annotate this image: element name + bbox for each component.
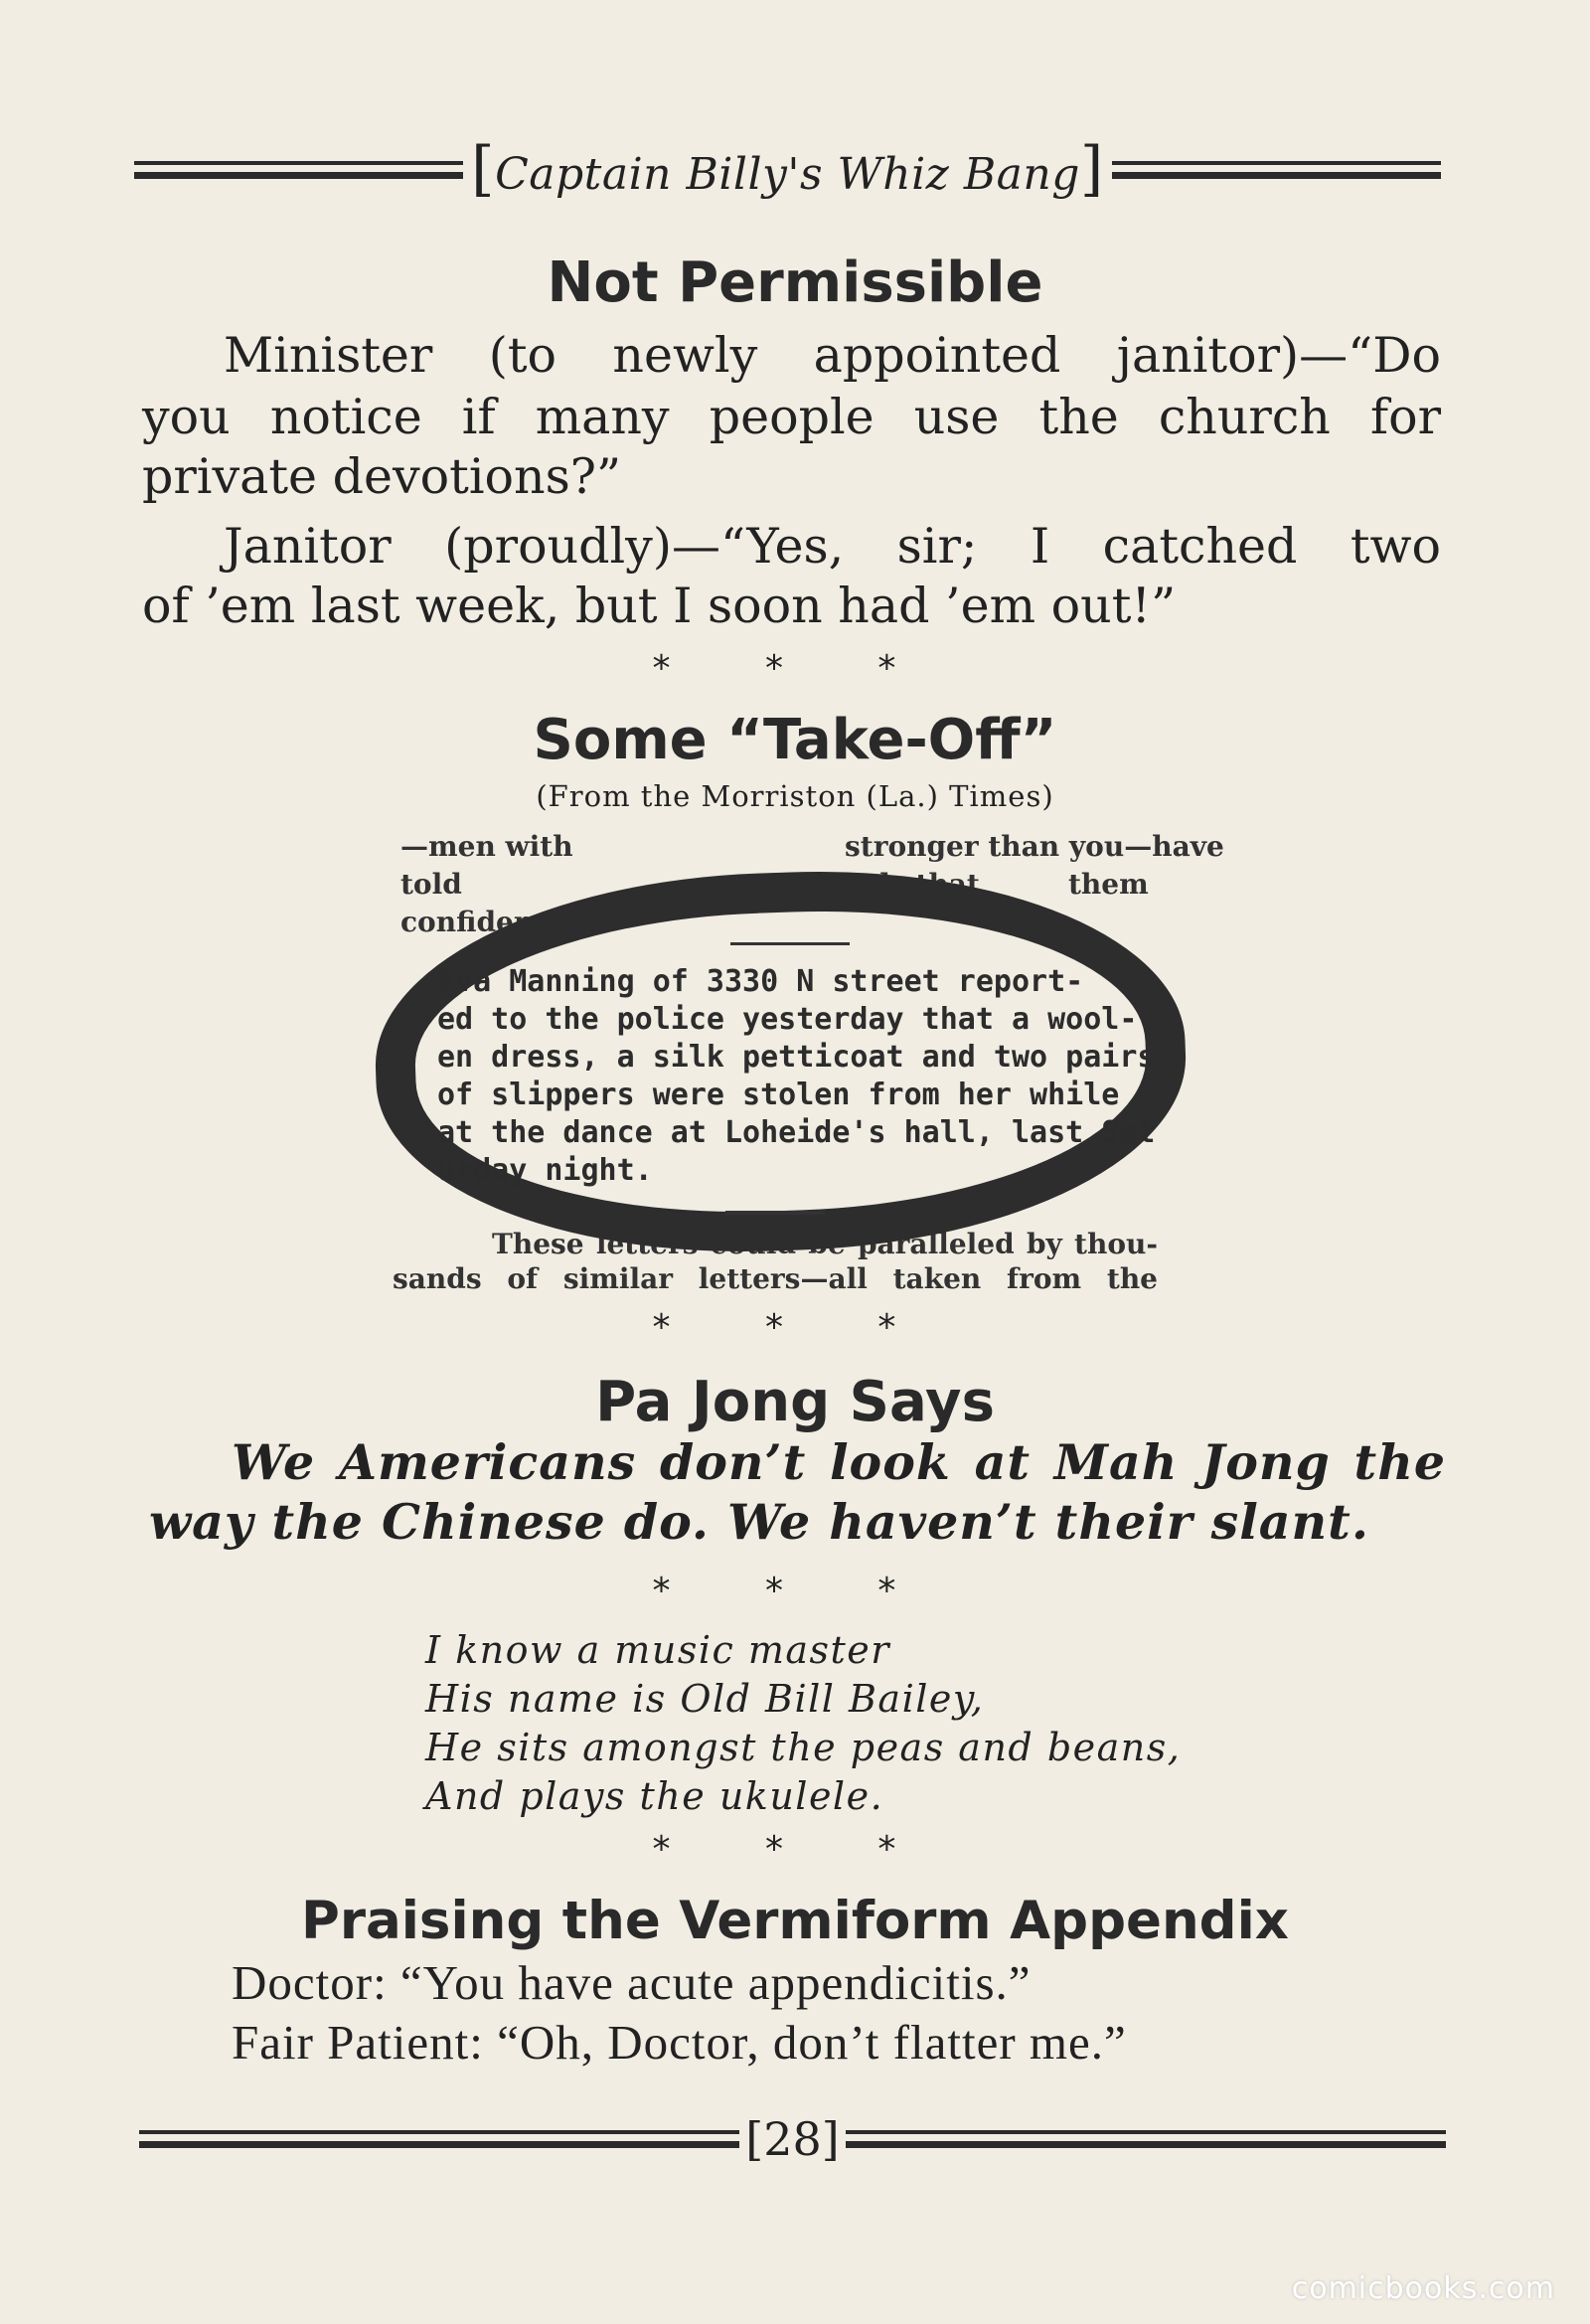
pa-jong-line-2: way the Chinese do. We haven’t their slant. (149, 1493, 1369, 1551)
clip-bottom-line-2: sands of similar letters—all taken from the (393, 1262, 1158, 1295)
magazine-title-text: Captain Billy's Whiz Bang (495, 149, 1080, 200)
minister-line-3: private devotions?” (142, 448, 622, 505)
page-footer (139, 2112, 1446, 2166)
poem-line-2: His name is Old Bill Bailey, (425, 1677, 985, 1721)
poem-line-3: He sits amongst the peas and beans, (425, 1726, 1182, 1769)
heading-not-permissible: Not Permissible (547, 250, 1043, 315)
clip-bottom-line-1: These letters could be paralleled by thou- (492, 1228, 1158, 1260)
header-bracket-open: [ (471, 134, 496, 204)
separator-3: * * * (652, 1571, 938, 1611)
minister-line-1: Minister (to newly appointed janitor)—“Do (224, 327, 1441, 384)
clip-rule-top (730, 942, 850, 945)
poem-line-4: And plays the ukulele. (425, 1774, 884, 1818)
clip-top-fragment-6: confidence. (400, 906, 578, 938)
clip-story-line-6: urday night. (437, 1153, 653, 1188)
header-rule-left (134, 159, 463, 181)
minister-line-2: you notice if many people use the church for (142, 389, 1441, 445)
page-number: [28] (745, 2112, 840, 2166)
footer-rule-left (139, 2128, 739, 2150)
janitor-line-2: of ’em last week, but I soon had ’em out!” (142, 578, 1177, 634)
clip-top-fragment-2: stronger than you—have (845, 830, 1224, 863)
page-header (134, 134, 1441, 204)
footer-rule-right (846, 2128, 1446, 2150)
doctor-line: Doctor: “You have acute appendicitis.” (232, 1955, 1032, 2010)
heading-appendix: Praising the Vermiform Appendix (301, 1891, 1289, 1951)
janitor-line-1: Janitor (proudly)—“Yes, sir; I catched two (224, 518, 1441, 575)
clip-story-line-3: en dress, a silk petticoat and two pairs (437, 1040, 1156, 1075)
magazine-title (463, 134, 1112, 204)
header-rule-right (1112, 159, 1441, 181)
heading-pa-jong: Pa Jong Says (595, 1370, 995, 1434)
clip-top-fragment-4: tools that (830, 868, 980, 901)
clip-rule-bottom (725, 1211, 825, 1215)
pa-jong-line-1: We Americans don’t look at Mah Jong the (232, 1433, 1446, 1491)
header-bracket-close: ] (1079, 134, 1104, 204)
separator-4: * * * (652, 1829, 938, 1870)
heading-take-off: Some “Take-Off” (533, 708, 1057, 772)
separator-2: * * * (652, 1307, 938, 1348)
clip-story-line-2: ed to the police yesterday that a wool- (437, 1002, 1138, 1037)
clip-story-line-1: Eva Manning of 3330 N street report- (437, 964, 1084, 999)
site-watermark: comicbooks.com (1291, 2271, 1555, 2306)
clip-story-line-4: of slippers were stolen from her while (437, 1078, 1120, 1112)
separator-1: * * * (652, 648, 938, 689)
clip-top-fragment-1: —men with (400, 830, 573, 863)
source-attribution: (From the Morriston (La.) Times) (536, 779, 1054, 813)
clip-story-line-5: at the dance at Loheide's hall, last Sat (437, 1115, 1156, 1150)
poem (425, 1626, 1181, 1821)
clip-top-fragment-5: them (1068, 868, 1149, 901)
clip-top-fragment-3: told (400, 868, 462, 901)
patient-line: Fair Patient: “Oh, Doctor, don’t flatter me.” (232, 2015, 1127, 2070)
poem-line-1: I know a music master (425, 1628, 890, 1672)
